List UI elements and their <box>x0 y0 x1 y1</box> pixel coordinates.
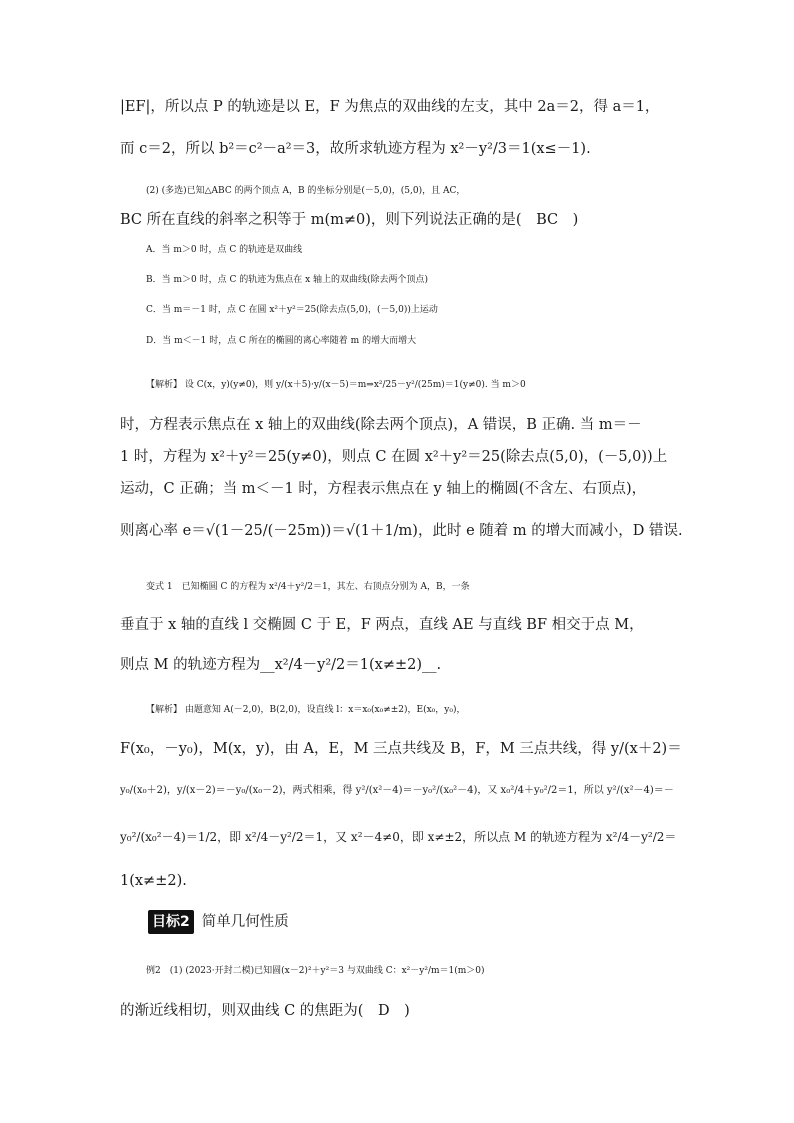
variant-answer: 则点 M 的轨迹方程为__x²/4－y²/2＝1(x≠±2)__. <box>120 657 442 673</box>
solution-line: F(x₀，－y₀)，M(x，y)，由 A，E，M 三点共线及 B，F，M 三点共线，得 y/(x＋2)＝ <box>120 741 682 757</box>
solution-line: 运动，C 正确；当 m＜－1 时，方程表示焦点在 y 轴上的椭圆(不含左、右顶点)， <box>120 481 647 497</box>
option-a: A．当 m＞0 时，点 C 的轨迹是双曲线 <box>146 245 303 255</box>
solution-line: 时，方程表示焦点在 x 轴上的双曲线(除去两个顶点)，A 错误，B 正确. 当 m＝－ <box>120 417 642 433</box>
variant-stem: 变式 1 已知椭圆 C 的方程为 x²/4＋y²/2＝1，其左、右顶点分别为 A，B，一条 <box>146 582 470 592</box>
section-badge: 目标2 <box>148 910 194 934</box>
option-b: B．当 m＞0 时，点 C 的轨迹为焦点在 x 轴上的双曲线(除去两个顶点) <box>146 275 429 285</box>
variant-stem: 垂直于 x 轴的直线 l 交椭圆 C 于 E，F 两点，直线 AE 与直线 BF 相交于点 M， <box>120 617 644 633</box>
section-heading <box>148 910 708 935</box>
question-stem: (2) (多选)已知△ABC 的两个顶点 A，B 的坐标分别是(－5,0)，(5,0)，且 AC， <box>146 186 466 196</box>
solution-line: y₀²/(x₀²－4)＝1/2，即 x²/4－y²/2＝1，又 x²－4≠0，即 x≠±2，所以点 M 的轨迹方程为 x²/4－y²/2＝ <box>120 830 677 844</box>
option-c: C．当 m＝－1 时，点 C 在圆 x²＋y²＝25(除去点(5,0)，(－5,0))上运动 <box>146 305 438 315</box>
question-stem: BC 所在直线的斜率之积等于 m(m≠0)，则下列说法正确的是( BC ) <box>120 212 579 228</box>
option-d: D．当 m＜－1 时，点 C 所在的椭圆的离心率随着 m 的增大而增大 <box>146 336 417 346</box>
solution-line: 【解析】 由题意知 A(－2,0)，B(2,0)，设直线 l：x＝x₀(x₀≠±2)，E(x₀，y₀)， <box>146 705 466 715</box>
solution-line: 则离心率 e＝√(1－25/(－25m))＝√(1＋1/m)，此时 e 随着 m 的增大而减小，D 错误. <box>120 523 683 539</box>
text-line: |EF|，所以点 P 的轨迹是以 E，F 为焦点的双曲线的左支，其中 2a＝2，得 a＝1， <box>120 99 660 115</box>
solution-line: y₀/(x₀＋2)，y/(x－2)＝－y₀/(x₀－2)，两式相乘，得 y²/(x²－4)＝－y₀²/(x₀²－4)，又 x₀²/4＋y₀²/2＝1，所以 y²/(x²－4)＝－ <box>120 785 674 796</box>
solution-line: 1 时，方程为 x²＋y²＝25(y≠0)，则点 C 在圆 x²＋y²＝25(除去点(5,0)，(－5,0))上 <box>120 449 668 465</box>
example-stem: 例2 (1) (2023·开封二模)已知圆(x－2)²＋y²＝3 与双曲线 C：x²－y²/m＝1(m＞0) <box>146 966 485 976</box>
solution-line: 1(x≠±2). <box>120 873 187 889</box>
section-title: 简单几何性质 <box>201 914 289 930</box>
solution-line: 【解析】 设 C(x，y)(y≠0)，则 y/(x＋5)·y/(x－5)＝m⇒x²/25－y²/(25m)＝1(y≠0). 当 m＞0 <box>146 380 526 390</box>
example-stem: 的渐近线相切，则双曲线 C 的焦距为( D ) <box>120 1003 410 1019</box>
text-line: 而 c＝2，所以 b²＝c²－a²＝3，故所求轨迹方程为 x²－y²/3＝1(x≤－1). <box>120 141 591 157</box>
